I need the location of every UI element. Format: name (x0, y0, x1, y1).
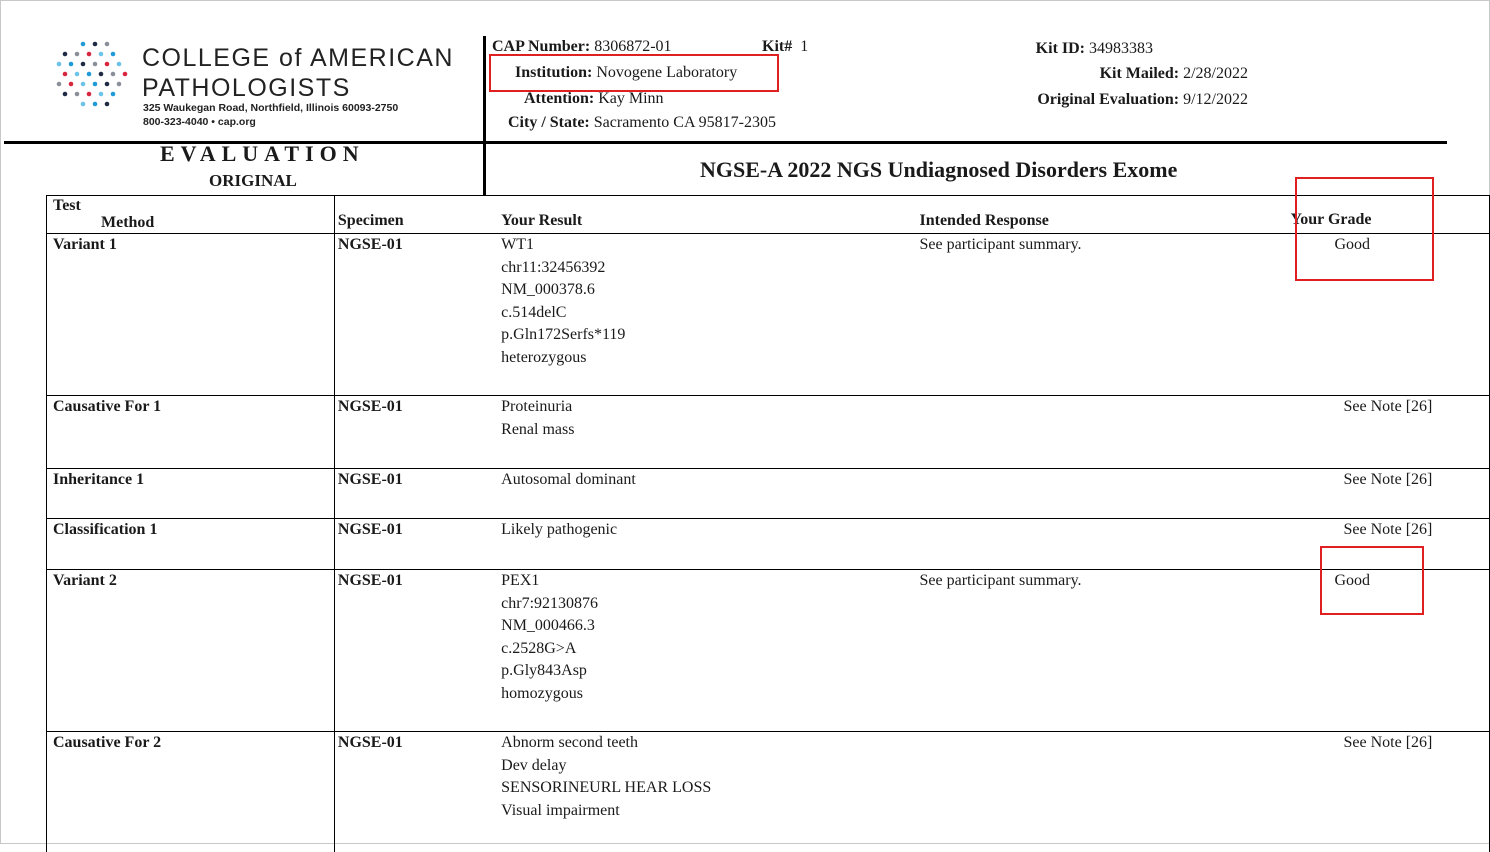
row-result (498, 396, 919, 469)
institution-value: Novogene Laboratory (596, 64, 738, 81)
highlight-institution (489, 54, 779, 92)
city-state-label: City / State: (508, 114, 590, 131)
result-line: c.2528G>A (501, 639, 577, 657)
cap-logo-icon (56, 40, 128, 108)
column-header-test-method (47, 196, 335, 234)
row-test-name: Classification 1 (47, 519, 335, 570)
row-specimen: NGSE-01 (334, 396, 498, 469)
row-intended-response (920, 519, 1267, 570)
table-row (47, 469, 1490, 519)
institution-label: Institution: (515, 64, 593, 81)
report-title: NGSE-A 2022 NGS Undiagnosed Disorders Exome (700, 157, 1178, 182)
result-line: chr11:32456392 (501, 258, 606, 276)
result-line: Renal mass (501, 420, 575, 438)
kit-number-value: 1 (800, 38, 809, 55)
highlight-grade-1 (1295, 177, 1434, 281)
result-line: p.Gly843Asp (501, 662, 587, 679)
attention-value: Kay Minn (598, 90, 664, 107)
kit-id-value: 34983383 (1089, 40, 1153, 57)
row-intended-response (920, 396, 1267, 469)
row-test-name: Causative For 1 (47, 396, 335, 469)
org-contact: 800-323-4040 • cap.org (143, 116, 256, 128)
result-line: Abnorm second teeth (501, 734, 638, 751)
org-name-line2: PATHOLOGISTS (142, 74, 351, 102)
result-line: PEX1 (501, 572, 540, 589)
row-result (498, 570, 919, 732)
row-specimen: NGSE-01 (334, 519, 498, 570)
table-row (47, 570, 1490, 732)
original-evaluation-row (1037, 91, 1248, 109)
row-grade: Good (1266, 234, 1489, 396)
row-test-name: Variant 2 (47, 570, 335, 732)
column-header-specimen: Specimen (334, 196, 498, 234)
original-evaluation-value: 9/12/2022 (1183, 91, 1248, 108)
table-row (47, 519, 1490, 570)
row-specimen: NGSE-01 (334, 234, 498, 396)
result-line: Likely pathogenic (501, 521, 618, 538)
row-test-name: Variant 1 (47, 234, 335, 396)
result-line: c.514delC (501, 303, 567, 321)
table-row (47, 732, 1490, 852)
kit-number-label: Kit# (762, 38, 793, 55)
result-line: Proteinuria (501, 398, 573, 415)
header-divider-vertical (483, 36, 486, 196)
org-name-line1: COLLEGE of AMERICAN (142, 44, 454, 72)
row-result (498, 469, 919, 519)
result-line: NM_000466.3 (501, 617, 595, 634)
row-intended-response: See participant summary. (920, 234, 1267, 396)
result-line: NM_000378.6 (501, 281, 595, 298)
row-grade: See Note [26] (1266, 396, 1489, 469)
result-line: Visual impairment (501, 801, 620, 819)
table-row (47, 396, 1490, 469)
column-header-result: Your Result (498, 196, 919, 234)
result-line: homozygous (501, 684, 583, 702)
table-row (47, 234, 1490, 396)
row-grade: See Note [26] (1266, 732, 1489, 852)
column-header-test: Test (53, 197, 81, 214)
evaluation-subtitle: ORIGINAL (209, 171, 297, 190)
kit-mailed-label: Kit Mailed: (1099, 65, 1180, 82)
attention-row (524, 90, 664, 108)
cap-number-label: CAP Number: (492, 38, 591, 55)
original-evaluation-label: Original Evaluation: (1037, 91, 1180, 108)
row-test-name: Inheritance 1 (47, 469, 335, 519)
row-intended-response: See participant summary. (920, 570, 1267, 732)
column-header-grade: Your Grade (1266, 196, 1489, 234)
row-result (498, 519, 919, 570)
column-header-method: Method (101, 214, 155, 231)
row-test-name: Causative For 2 (47, 732, 335, 852)
row-specimen: NGSE-01 (334, 570, 498, 732)
kit-mailed-row (1100, 65, 1248, 83)
result-line: WT1 (501, 236, 535, 253)
kit-mailed-value: 2/28/2022 (1183, 65, 1248, 82)
row-grade: See Note [26] (1266, 519, 1489, 570)
row-grade: See Note [26] (1266, 469, 1489, 519)
cap-number-value: 8306872-01 (594, 38, 672, 55)
city-state-value: Sacramento CA 95817-2305 (593, 114, 776, 131)
row-grade: Good (1266, 570, 1489, 732)
attention-label: Attention: (524, 90, 595, 107)
results-table (46, 195, 1490, 852)
highlight-grade-2 (1320, 546, 1424, 615)
table-header-row (47, 196, 1490, 234)
result-line: Autosomal dominant (501, 471, 636, 488)
row-intended-response (920, 469, 1267, 519)
row-result (498, 732, 919, 852)
row-result (498, 234, 919, 396)
kit-id-row (1036, 40, 1167, 58)
result-line: heterozygous (501, 348, 587, 366)
row-intended-response (920, 732, 1267, 852)
kit-id-label: Kit ID: (1035, 40, 1085, 57)
city-state-row (508, 114, 776, 132)
result-line: Dev delay (501, 756, 567, 774)
row-specimen: NGSE-01 (334, 469, 498, 519)
result-line: p.Gln172Serfs*119 (501, 326, 626, 343)
result-line: chr7:92130876 (501, 594, 599, 612)
org-address: 325 Waukegan Road, Northfield, Illinois 60093-2750 (143, 102, 399, 114)
result-line: SENSORINEURL HEAR LOSS (501, 779, 712, 796)
row-specimen: NGSE-01 (334, 732, 498, 852)
column-header-intended: Intended Response (920, 196, 1267, 234)
evaluation-title: EVALUATION (160, 141, 365, 166)
